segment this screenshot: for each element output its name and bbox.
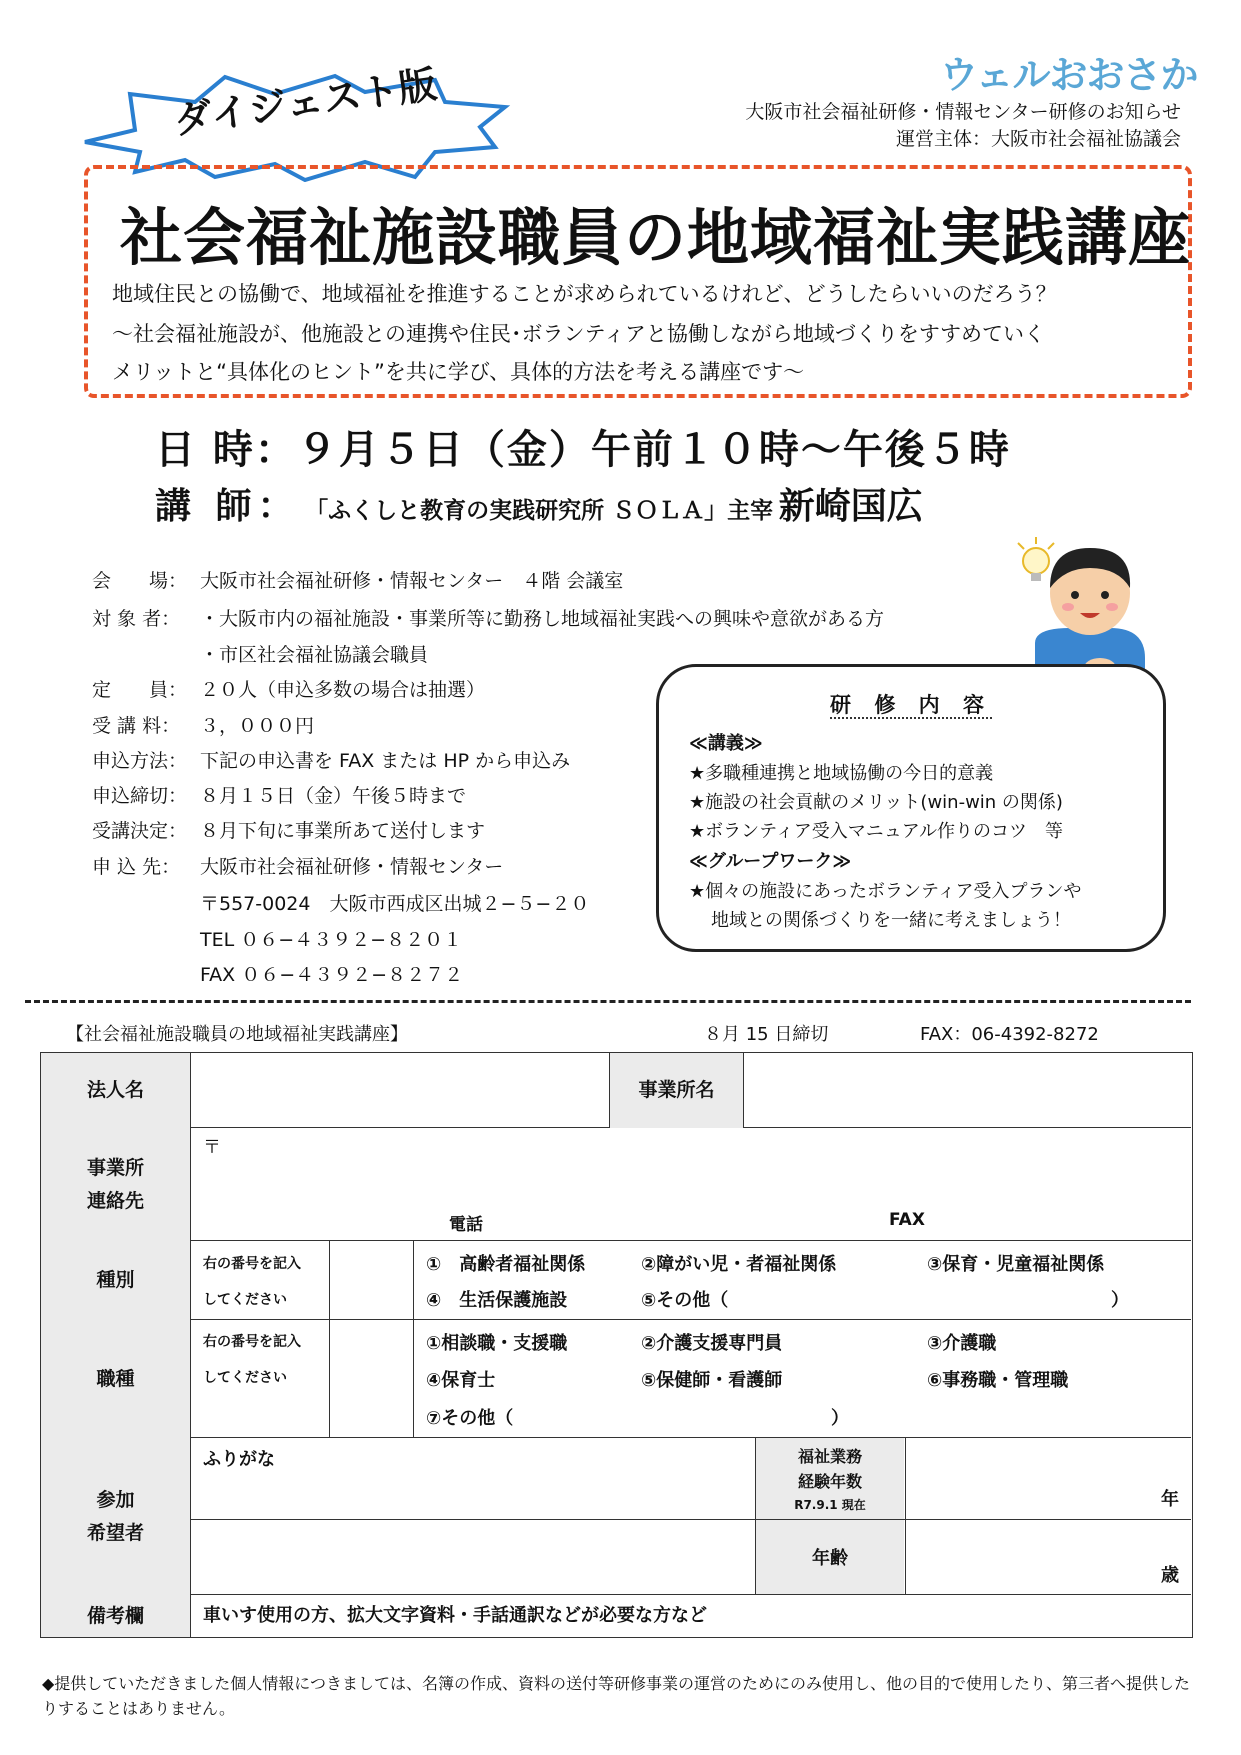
experience-label-2: 経験年数 xyxy=(797,1472,862,1491)
info-value: 大阪市社会福祉研修・情報センター xyxy=(200,856,504,878)
job-option-1: ①相談職・支援職 xyxy=(426,1333,568,1354)
row-divider xyxy=(41,1240,1191,1241)
fill-note-2: してください xyxy=(203,1292,287,1308)
fax-label: FAX xyxy=(889,1210,925,1230)
groupwork-item-1: ★個々の施設にあったボランティア受入プランや xyxy=(689,881,1082,902)
info-decision xyxy=(92,816,485,843)
digest-label: ダイジェスト版 xyxy=(171,62,440,143)
application-form xyxy=(40,1052,1193,1638)
info-value: 下記の申込書を FAX または HP から申込み xyxy=(200,750,571,772)
info-deadline xyxy=(92,781,466,808)
info-value: ２０人（申込多数の場合は抽選） xyxy=(200,679,486,701)
groupwork-heading: ≪グループワーク≫ xyxy=(689,851,852,872)
experience-field[interactable] xyxy=(907,1440,1189,1517)
fill-note-1: 右の番号を記入 xyxy=(203,1256,301,1272)
info-method xyxy=(92,746,570,773)
privacy-note: ◆提供していただきました個人情報につきましては、名簿の作成、資料の送付等研修事業の運営のためにのみ使用し、他の目的で使用したり、第三者へ提供したりすることはありません。 xyxy=(42,1674,1190,1718)
lecturer xyxy=(155,478,923,529)
age-unit: 歳 xyxy=(1161,1565,1179,1586)
logo: ウェルおおさか xyxy=(940,53,1198,97)
job-option-3: ③介護職 xyxy=(927,1333,997,1354)
lecturer-name: 新崎国広 xyxy=(778,486,923,527)
lecture-item-1: ★多職種連携と地域協働の今日的意義 xyxy=(689,763,994,784)
year-unit: 年 xyxy=(1161,1489,1179,1510)
operator-text: 運営主体：大阪市社会福祉協議会 xyxy=(895,128,1181,150)
lecturer-affiliation: 「ふくしと教育の実践研究所 ＳＯＬＡ」主宰 xyxy=(305,498,774,524)
info-target xyxy=(92,604,884,631)
col-divider xyxy=(329,1319,330,1437)
experience-label-1: 福祉業務 xyxy=(797,1447,862,1466)
info-target-2: ・市区社会福祉協議会職員 xyxy=(200,644,429,666)
col-divider xyxy=(329,1240,330,1319)
job-option-4: ④保育士 xyxy=(426,1370,496,1391)
lead-line-1: 地域住民との協働で、地域福祉を推進することが求められているけれど、どうしたらいいのだろう？ xyxy=(112,282,1057,306)
job-option-5: ⑤保健師・看護師 xyxy=(641,1370,783,1391)
info-tel: TEL ０６−４３９２−８２０１ xyxy=(200,929,463,951)
job-number-field[interactable] xyxy=(331,1322,411,1435)
row-divider xyxy=(41,1319,1191,1320)
job-option-6: ⑥事務職・管理職 xyxy=(927,1370,1069,1391)
remarks-note: 車いす使用の方、拡大文字資料・手話通訳などが必要な方など xyxy=(203,1605,707,1626)
info-label: 会 場： xyxy=(92,570,188,592)
type-option-3: ③保育・児童福祉関係 xyxy=(927,1254,1105,1275)
notice-text: 大阪市社会福祉研修・情報センター研修のお知らせ xyxy=(745,101,1181,123)
info-capacity xyxy=(92,675,485,702)
lecture-heading: ≪講義≫ xyxy=(689,733,763,754)
lead-line-2: ～社会福祉施設が、他施設との連携や住民･ボランティアと協働しながら地域づくりをすすめていく xyxy=(112,322,1046,346)
info-value: ３，０００円 xyxy=(200,715,315,737)
col-divider xyxy=(905,1437,906,1594)
form-deadline: ８月 15 日締切 xyxy=(704,1024,829,1045)
contact-label xyxy=(41,1128,191,1241)
info-label: 定 員： xyxy=(92,679,188,701)
cut-line xyxy=(25,1000,1191,1003)
info-value: ８月下旬に事業所あて送付します xyxy=(200,820,486,842)
job-option-7-close: ） xyxy=(831,1408,849,1429)
info-label: 申込締切： xyxy=(92,785,188,807)
job-label: 職種 xyxy=(41,1320,191,1438)
info-apply xyxy=(92,852,503,879)
type-option-5-close: ） xyxy=(1111,1290,1129,1311)
corp-name-field[interactable] xyxy=(193,1055,649,1126)
lead-line-3: メリットと“具体化のヒント”を共に学び、具体的方法を考える講座です～ xyxy=(112,360,805,384)
form-fax: FAX：06-4392-8272 xyxy=(920,1024,1099,1045)
participant-label-1: 参加 xyxy=(96,1489,135,1512)
job-option-7: ⑦その他（ xyxy=(426,1408,514,1429)
name-field[interactable] xyxy=(193,1522,753,1592)
contact-label-1: 事業所 xyxy=(86,1157,144,1180)
row-divider xyxy=(41,1594,1191,1595)
postal-mark: 〒 xyxy=(203,1137,221,1158)
participant-label-2: 希望者 xyxy=(86,1521,144,1544)
age-label: 年齢 xyxy=(756,1520,904,1594)
age-field[interactable] xyxy=(907,1522,1189,1592)
page-title: 社会福祉施設職員の地域福祉実践講座 xyxy=(120,201,1192,274)
furigana-field[interactable] xyxy=(193,1440,753,1517)
info-label: 対 象 者： xyxy=(92,608,181,630)
remarks-label: 備考欄 xyxy=(41,1595,191,1637)
info-fee xyxy=(92,711,314,738)
type-option-4: ④ 生活保護施設 xyxy=(426,1290,568,1311)
info-fax: FAX ０６−４３９２−８２７２ xyxy=(200,964,464,986)
row-divider xyxy=(189,1519,1191,1520)
participant-label xyxy=(41,1438,191,1595)
form-title: 【社会福祉施設職員の地域福祉実践講座】 xyxy=(66,1024,408,1045)
furigana-label: ふりがな xyxy=(203,1449,275,1470)
remarks-field[interactable] xyxy=(193,1597,1189,1635)
phone-label: 電話 xyxy=(449,1215,483,1235)
info-value: ・大阪市内の福祉施設・事業所等に勤務し地域福祉実践への興味や意欲がある方 xyxy=(200,608,885,630)
groupwork-item-2: 地域との関係づくりを一緒に考えましょう！ xyxy=(711,910,1071,931)
info-value: ８月１５日（金）午後５時まで xyxy=(200,785,467,807)
date-time: 日 時：９月５日（金）午前１０時～午後５時 xyxy=(155,427,1011,473)
contact-label-2: 連絡先 xyxy=(86,1189,144,1212)
type-number-field[interactable] xyxy=(331,1243,411,1317)
type-option-2: ②障がい児・者福祉関係 xyxy=(641,1254,837,1275)
type-label: 種別 xyxy=(41,1241,191,1320)
fill-note-2: してください xyxy=(203,1370,287,1386)
col-divider xyxy=(413,1240,414,1319)
office-name-field[interactable] xyxy=(746,1055,1189,1126)
col-divider xyxy=(413,1319,414,1437)
row-divider xyxy=(41,1437,1191,1438)
info-value: 大阪市社会福祉研修・情報センター ４階 会議室 xyxy=(200,570,624,592)
corp-name-label: 法人名 xyxy=(41,1053,191,1128)
info-label: 申込方法： xyxy=(92,750,188,772)
info-label: 受 講 料： xyxy=(92,715,181,737)
info-address: 〒557-0024 大阪市西成区出城２−５−２０ xyxy=(200,893,590,915)
lecture-item-2: ★施設の社会貢献のメリット(win-win の関係) xyxy=(689,792,1063,813)
type-option-1: ① 高齢者福祉関係 xyxy=(426,1254,586,1275)
contact-field[interactable] xyxy=(193,1130,1189,1238)
contents-bubble xyxy=(656,664,1166,952)
fill-note-1: 右の番号を記入 xyxy=(203,1334,301,1350)
experience-label xyxy=(756,1438,904,1519)
job-option-2: ②介護支援専門員 xyxy=(641,1333,783,1354)
lecture-item-3: ★ボランティア受入マニュアル作りのコツ 等 xyxy=(689,821,1063,842)
contents-title: 研 修 内 容 xyxy=(830,693,992,717)
office-name-label: 事業所名 xyxy=(609,1053,744,1128)
experience-note: R7.9.1 現在 xyxy=(794,1498,866,1512)
lecturer-label: 講 師： xyxy=(155,486,300,527)
info-label: 申 込 先： xyxy=(92,856,181,878)
info-label: 受講決定： xyxy=(92,820,188,842)
type-option-5: ⑤その他（ xyxy=(641,1290,729,1311)
info-venue xyxy=(92,566,623,593)
